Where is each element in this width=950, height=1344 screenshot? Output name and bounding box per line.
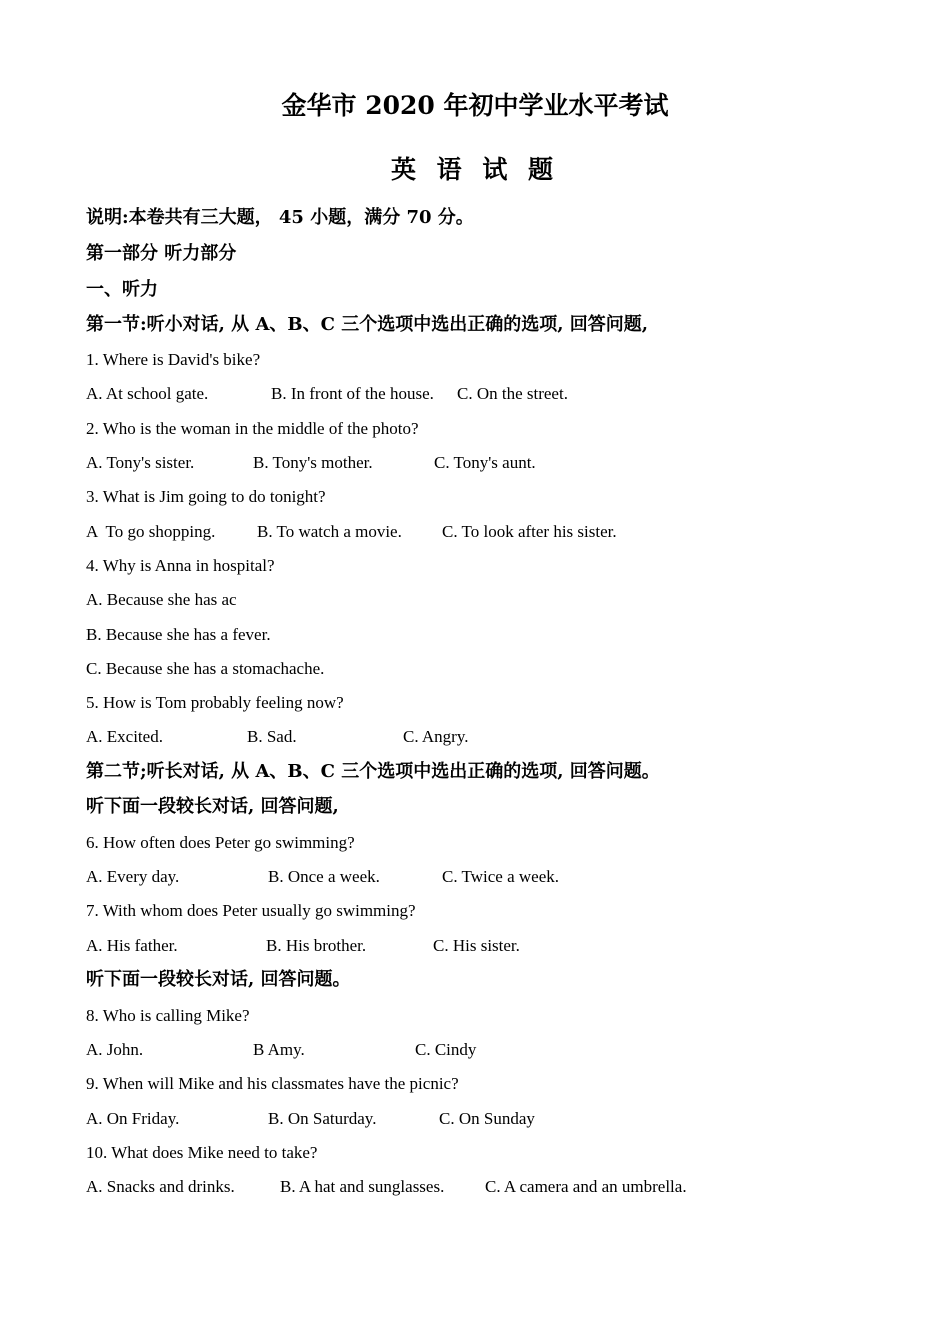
question-1: 1. Where is David's bike?: [86, 350, 261, 369]
question-3: 3. What is Jim going to do tonight?: [86, 487, 326, 506]
question-6: 6. How often does Peter go swimming?: [86, 833, 355, 852]
option-a: A. John.: [86, 1040, 144, 1059]
option-c: C. On Sunday: [439, 1109, 535, 1128]
question-7: 7. With whom does Peter usually go swimming?: [86, 901, 416, 920]
option-b: B. Once a week.: [268, 867, 380, 886]
option-a: A. Tony's sister.: [86, 453, 195, 472]
option-b: B. A hat and sunglasses.: [280, 1177, 445, 1196]
option-c: C. His sister.: [433, 936, 520, 955]
option-b: B. Tony's mother.: [253, 453, 373, 472]
option-a: A To go shopping.: [86, 522, 216, 541]
option-a: A. At school gate.: [86, 384, 209, 403]
exam-title: 金华市 2020 年初中学业水平考试: [281, 91, 669, 120]
option-b: B. To watch a movie.: [257, 522, 402, 541]
option-b: B. In front of the house.: [271, 384, 434, 403]
option-b: B. His brother.: [266, 936, 367, 955]
question-2: 2. Who is the woman in the middle of the photo?: [86, 419, 419, 438]
section-heading: 一、听力: [86, 279, 158, 300]
option-a: A. Because she has ac: [86, 590, 237, 609]
question-8: 8. Who is calling Mike?: [86, 1006, 250, 1025]
instructions: 说明:本卷共有三大题， 45 小题，满分 70 分。: [86, 207, 474, 228]
option-b: B. Because she has a fever.: [86, 625, 271, 644]
option-a: A. His father.: [86, 936, 178, 955]
option-c: C. Because she has a stomachache.: [86, 659, 325, 678]
question-4: 4. Why is Anna in hospital?: [86, 556, 275, 575]
option-c: C. On the street.: [457, 384, 568, 403]
option-a: A. On Friday.: [86, 1109, 180, 1128]
dialog-intro-1: 听下面一段较长对话, 回答问题,: [86, 796, 339, 817]
option-c: C. Twice a week.: [442, 867, 559, 886]
question-10: 10. What does Mike need to take?: [86, 1143, 318, 1162]
option-b: B Amy.: [253, 1040, 305, 1059]
option-c: C. A camera and an umbrella.: [485, 1177, 687, 1196]
question-9: 9. When will Mike and his classmates have the picnic?: [86, 1074, 459, 1093]
subsection-heading-1: 第一节:听小对话, 从 A、B、C 三个选项中选出正确的选项, 回答问题,: [86, 314, 649, 335]
option-a: A. Every day.: [86, 867, 180, 886]
question-5: 5. How is Tom probably feeling now?: [86, 693, 344, 712]
option-b: B. Sad.: [247, 727, 297, 746]
option-a: A. Snacks and drinks.: [86, 1177, 235, 1196]
option-c: C. Angry.: [403, 727, 469, 746]
option-b: B. On Saturday.: [268, 1109, 377, 1128]
exam-subject-title: 英 语 试 题: [390, 155, 560, 184]
part-heading: 第一部分 听力部分: [86, 243, 237, 264]
subsection-heading-2: 第二节;听长对话, 从 A、B、C 三个选项中选出正确的选项, 回答问题。: [86, 761, 660, 782]
option-c: C. To look after his sister.: [442, 522, 617, 541]
option-c: C. Tony's aunt.: [434, 453, 536, 472]
option-c: C. Cindy: [415, 1040, 477, 1059]
option-a: A. Excited.: [86, 727, 163, 746]
dialog-intro-2: 听下面一段较长对话, 回答问题。: [86, 969, 351, 990]
